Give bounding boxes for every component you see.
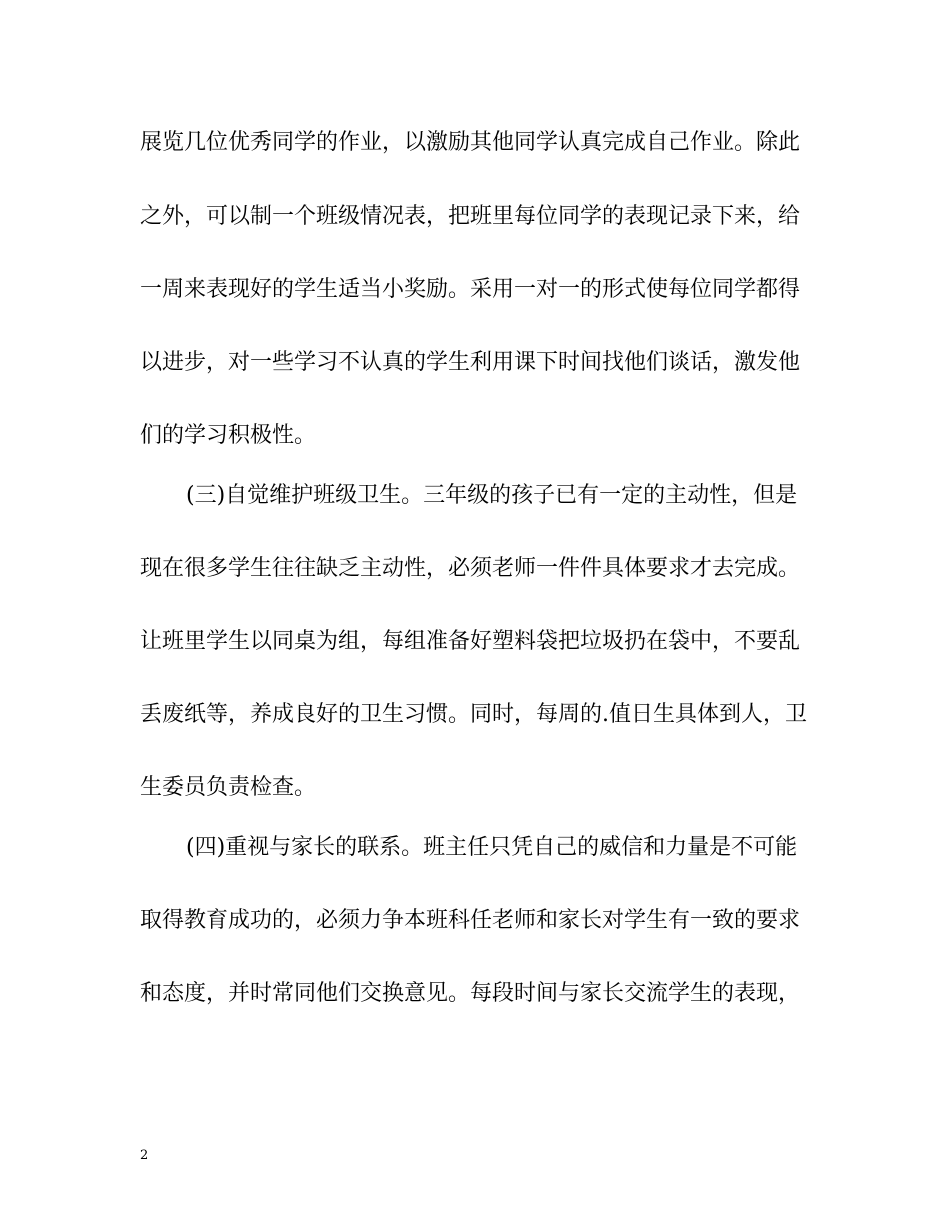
text-line: 以进步，对一些学习不认真的学生利用课下时间找他们谈话，激发他 <box>140 350 801 375</box>
text-line: 们的学习积极性。 <box>140 423 317 448</box>
text-line: 和态度，并时常同他们交换意见。每段时间与家长交流学生的表现， <box>140 981 801 1006</box>
text-line: 展览几位优秀同学的作业，以激励其他同学认真完成自己作业。除此 <box>140 130 801 155</box>
text-line: 丢废纸等，养成良好的卫生习惯。同时，每周的.值日生具体到人，卫 <box>140 702 807 727</box>
text-line: 现在很多学生往往缺乏主动性，必须老师一件件具体要求才去完成。 <box>140 556 801 581</box>
text-line: 生委员负责检查。 <box>140 775 317 800</box>
page-number: 2 <box>140 1148 149 1163</box>
text-line: 一周来表现好的学生适当小奖励。采用一对一的形式使每位同学都得 <box>140 277 801 302</box>
text-line: 让班里学生以同桌为组，每组准备好塑料袋把垃圾扔在袋中，不要乱 <box>140 629 801 654</box>
paragraph-heading-line: (三)自觉维护班级卫生。三年级的孩子已有一定的主动性，但是 <box>186 483 798 508</box>
text-line: 取得教育成功的，必须力争本班科任老师和家长对学生有一致的要求 <box>140 908 801 933</box>
paragraph-heading-line: (四)重视与家长的联系。班主任只凭自己的威信和力量是不可能 <box>186 835 798 860</box>
text-line: 之外，可以制一个班级情况表，把班里每位同学的表现记录下来，给 <box>140 204 801 229</box>
